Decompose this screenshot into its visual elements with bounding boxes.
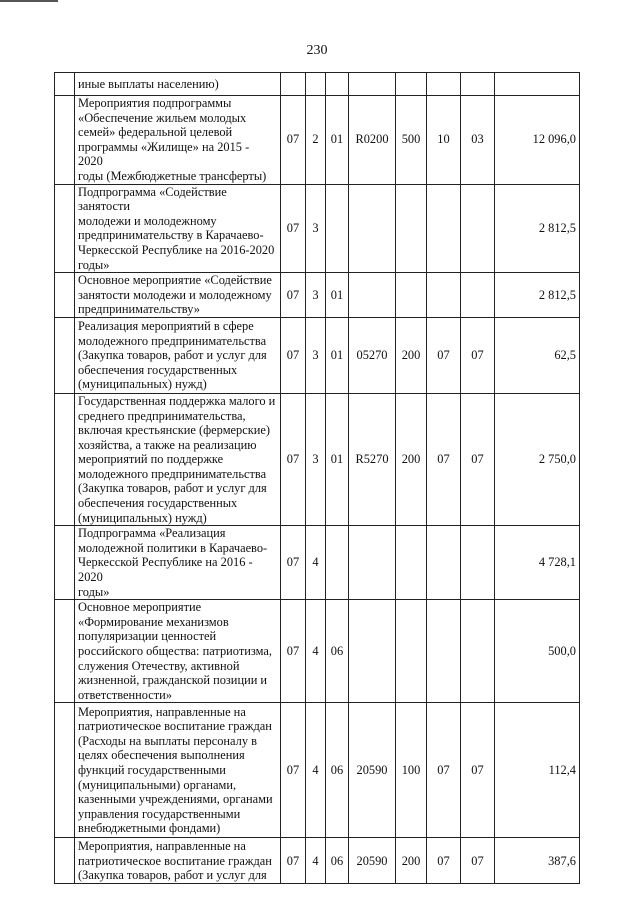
program-code-cell: 4	[306, 703, 326, 838]
description-cell: Государственная поддержка малого и среднего предпринимательства, включая крестьянские (фермерские) хозяйства, а также на реализацию мероприятий по поддержке молодежного предпринимательства (Закупка товаров, работ и услуг для обеспечения государственных (муниципальных) нужд)	[75, 393, 281, 525]
subprogram-code-cell: 01	[326, 96, 349, 185]
row-number-cell	[55, 393, 75, 525]
chapter-code-cell	[427, 73, 461, 96]
target-code-cell	[349, 273, 396, 318]
description-cell: Мероприятия, направленные на патриотическое воспитание граждан (Расходы на выплаты персоналу в целях обеспечения выполнения функций государственными (муниципальными) органами, казенными учреждениями, органами управления государственными внебюджетными фондами)	[75, 703, 281, 838]
budget-table-body	[55, 73, 580, 884]
table-row	[55, 703, 580, 838]
section-code-cell	[281, 73, 306, 96]
subprogram-code-cell	[326, 526, 349, 600]
subchapter-code-cell	[461, 526, 495, 600]
subchapter-code-cell	[461, 600, 495, 703]
section-code-cell: 07	[281, 96, 306, 185]
amount-cell: 387,6	[495, 838, 580, 884]
table-row	[55, 600, 580, 703]
program-code-cell: 4	[306, 526, 326, 600]
chapter-code-cell	[427, 273, 461, 318]
section-code-cell: 07	[281, 838, 306, 884]
row-number-cell	[55, 96, 75, 185]
description-cell: Мероприятия подпрограммы «Обеспечение жильем молодых семей» федеральной целевой программы «Жилище» на 2015 - 2020 годы (Межбюджетные трансферты)	[75, 96, 281, 185]
table-row	[55, 393, 580, 525]
row-number-cell	[55, 526, 75, 600]
expense-type-code-cell: 200	[396, 838, 427, 884]
subchapter-code-cell: 03	[461, 96, 495, 185]
program-code-cell: 3	[306, 393, 326, 525]
amount-cell: 500,0	[495, 600, 580, 703]
row-number-cell	[55, 703, 75, 838]
target-code-cell: 05270	[349, 317, 396, 393]
amount-cell: 2 750,0	[495, 393, 580, 525]
expense-type-code-cell	[396, 526, 427, 600]
program-code-cell	[306, 73, 326, 96]
chapter-code-cell: 07	[427, 703, 461, 838]
table-row	[55, 73, 580, 96]
program-code-cell: 4	[306, 600, 326, 703]
row-number-cell	[55, 273, 75, 318]
subchapter-code-cell	[461, 73, 495, 96]
description-cell: Подпрограмма «Содействие занятости молодежи и молодежному предпринимательству в Карачаево- Черкесской Республике на 2016-2020 годы»	[75, 184, 281, 273]
description-cell: Мероприятия, направленные на патриотическое воспитание граждан (Закупка товаров, работ и услуг для	[75, 838, 281, 884]
table-row	[55, 273, 580, 318]
target-code-cell: 20590	[349, 703, 396, 838]
expense-type-code-cell: 100	[396, 703, 427, 838]
subchapter-code-cell: 07	[461, 703, 495, 838]
target-code-cell	[349, 526, 396, 600]
amount-cell: 2 812,5	[495, 184, 580, 273]
chapter-code-cell: 07	[427, 838, 461, 884]
expense-type-code-cell: 200	[396, 317, 427, 393]
expense-type-code-cell	[396, 73, 427, 96]
section-code-cell: 07	[281, 526, 306, 600]
program-code-cell: 2	[306, 96, 326, 185]
table-row	[55, 317, 580, 393]
target-code-cell	[349, 600, 396, 703]
target-code-cell: 20590	[349, 838, 396, 884]
subprogram-code-cell: 01	[326, 273, 349, 318]
chapter-code-cell: 07	[427, 393, 461, 525]
subprogram-code-cell: 01	[326, 317, 349, 393]
chapter-code-cell	[427, 184, 461, 273]
target-code-cell: R0200	[349, 96, 396, 185]
chapter-code-cell: 10	[427, 96, 461, 185]
subprogram-code-cell: 06	[326, 838, 349, 884]
section-code-cell: 07	[281, 184, 306, 273]
expense-type-code-cell: 500	[396, 96, 427, 185]
table-row	[55, 838, 580, 884]
subprogram-code-cell	[326, 73, 349, 96]
subchapter-code-cell	[461, 273, 495, 318]
program-code-cell: 3	[306, 273, 326, 318]
page-number: 230	[306, 43, 328, 58]
section-code-cell: 07	[281, 273, 306, 318]
target-code-cell	[349, 184, 396, 273]
budget-table	[54, 72, 580, 884]
expense-type-code-cell: 200	[396, 393, 427, 525]
subchapter-code-cell	[461, 184, 495, 273]
description-cell: иные выплаты населению)	[75, 73, 281, 96]
table-row	[55, 184, 580, 273]
row-number-cell	[55, 184, 75, 273]
subchapter-code-cell: 07	[461, 393, 495, 525]
subprogram-code-cell: 01	[326, 393, 349, 525]
chapter-code-cell: 07	[427, 317, 461, 393]
amount-cell	[495, 73, 580, 96]
amount-cell: 12 096,0	[495, 96, 580, 185]
amount-cell: 4 728,1	[495, 526, 580, 600]
scan-edge-mark	[0, 0, 58, 2]
chapter-code-cell	[427, 526, 461, 600]
program-code-cell: 3	[306, 317, 326, 393]
section-code-cell: 07	[281, 703, 306, 838]
expense-type-code-cell	[396, 273, 427, 318]
section-code-cell: 07	[281, 317, 306, 393]
table-row	[55, 526, 580, 600]
description-cell: Основное мероприятие «Формирование механизмов популяризации ценностей российского общества: патриотизма, служения Отечеству, активной жизненной, гражданской позиции и ответственности»	[75, 600, 281, 703]
chapter-code-cell	[427, 600, 461, 703]
subprogram-code-cell	[326, 184, 349, 273]
expense-type-code-cell	[396, 600, 427, 703]
subprogram-code-cell: 06	[326, 703, 349, 838]
program-code-cell: 3	[306, 184, 326, 273]
row-number-cell	[55, 317, 75, 393]
description-cell: Основное мероприятие «Содействие занятости молодежи и молодежному предпринимательству»	[75, 273, 281, 318]
description-cell: Реализация мероприятий в сфере молодежного предпринимательства (Закупка товаров, работ и услуг для обеспечения государственных (муниципальных) нужд)	[75, 317, 281, 393]
row-number-cell	[55, 600, 75, 703]
program-code-cell: 4	[306, 838, 326, 884]
row-number-cell	[55, 73, 75, 96]
table-row	[55, 96, 580, 185]
target-code-cell: R5270	[349, 393, 396, 525]
target-code-cell	[349, 73, 396, 96]
subchapter-code-cell: 07	[461, 317, 495, 393]
row-number-cell	[55, 838, 75, 884]
section-code-cell: 07	[281, 600, 306, 703]
amount-cell: 2 812,5	[495, 273, 580, 318]
description-cell: Подпрограмма «Реализация молодежной политики в Карачаево- Черкесской Республике на 2016 - 2020 годы»	[75, 526, 281, 600]
subprogram-code-cell: 06	[326, 600, 349, 703]
subchapter-code-cell: 07	[461, 838, 495, 884]
amount-cell: 112,4	[495, 703, 580, 838]
section-code-cell: 07	[281, 393, 306, 525]
expense-type-code-cell	[396, 184, 427, 273]
amount-cell: 62,5	[495, 317, 580, 393]
